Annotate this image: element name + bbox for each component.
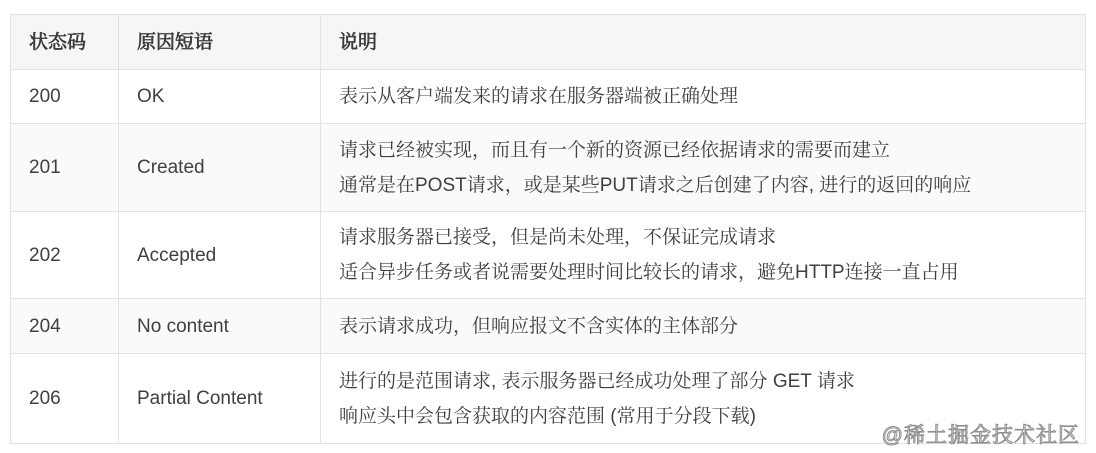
header-row	[11, 15, 1086, 70]
header-cell-description: 说明	[321, 15, 1086, 70]
description-line: 请求已经被实现，而且有一个新的资源已经依据请求的需要而建立	[339, 139, 891, 161]
reason-phrase-cell: Created	[119, 124, 321, 212]
description-line: 表示从客户端发来的请求在服务器端被正确处理	[339, 86, 739, 107]
table-row	[11, 124, 1086, 212]
table-header	[11, 15, 1086, 70]
header-cell-reason-phrase: 原因短语	[119, 15, 321, 70]
description-cell	[321, 70, 1086, 124]
description-cell	[321, 212, 1086, 299]
reason-phrase-cell: OK	[119, 70, 321, 124]
status-code-cell: 201	[11, 124, 119, 212]
description-cell	[321, 299, 1086, 354]
description-line: 表示请求成功，但响应报文不含实体的主体部分	[339, 315, 739, 337]
table-row	[11, 212, 1086, 299]
reason-phrase-cell: No content	[119, 299, 321, 354]
table-row	[11, 299, 1086, 354]
table-row	[11, 70, 1086, 124]
header-cell-status-code: 状态码	[11, 15, 119, 70]
status-code-cell: 200	[11, 70, 119, 124]
juejin-watermark: @稀土掘金技术社区	[881, 424, 1080, 447]
status-code-cell: 206	[11, 354, 119, 444]
http-status-code-table	[10, 14, 1086, 444]
description-line: 响应头中会包含获取的内容范围 (常用于分段下载)	[339, 405, 756, 427]
status-code-cell: 204	[11, 299, 119, 354]
description-line: 进行的是范围请求, 表示服务器已经成功处理了部分 GET 请求	[339, 370, 855, 392]
description-line: 通常是在POST请求，或是某些PUT请求之后创建了内容, 进行的返回的响应	[339, 174, 972, 196]
description-cell	[321, 124, 1086, 212]
status-code-cell: 202	[11, 212, 119, 299]
description-line: 适合异步任务或者说需要处理时间比较长的请求，避免HTTP连接一直占用	[339, 262, 959, 283]
description-line: 请求服务器已接受，但是尚未处理，不保证完成请求	[339, 227, 777, 248]
reason-phrase-cell: Partial Content	[119, 354, 321, 444]
reason-phrase-cell: Accepted	[119, 212, 321, 299]
